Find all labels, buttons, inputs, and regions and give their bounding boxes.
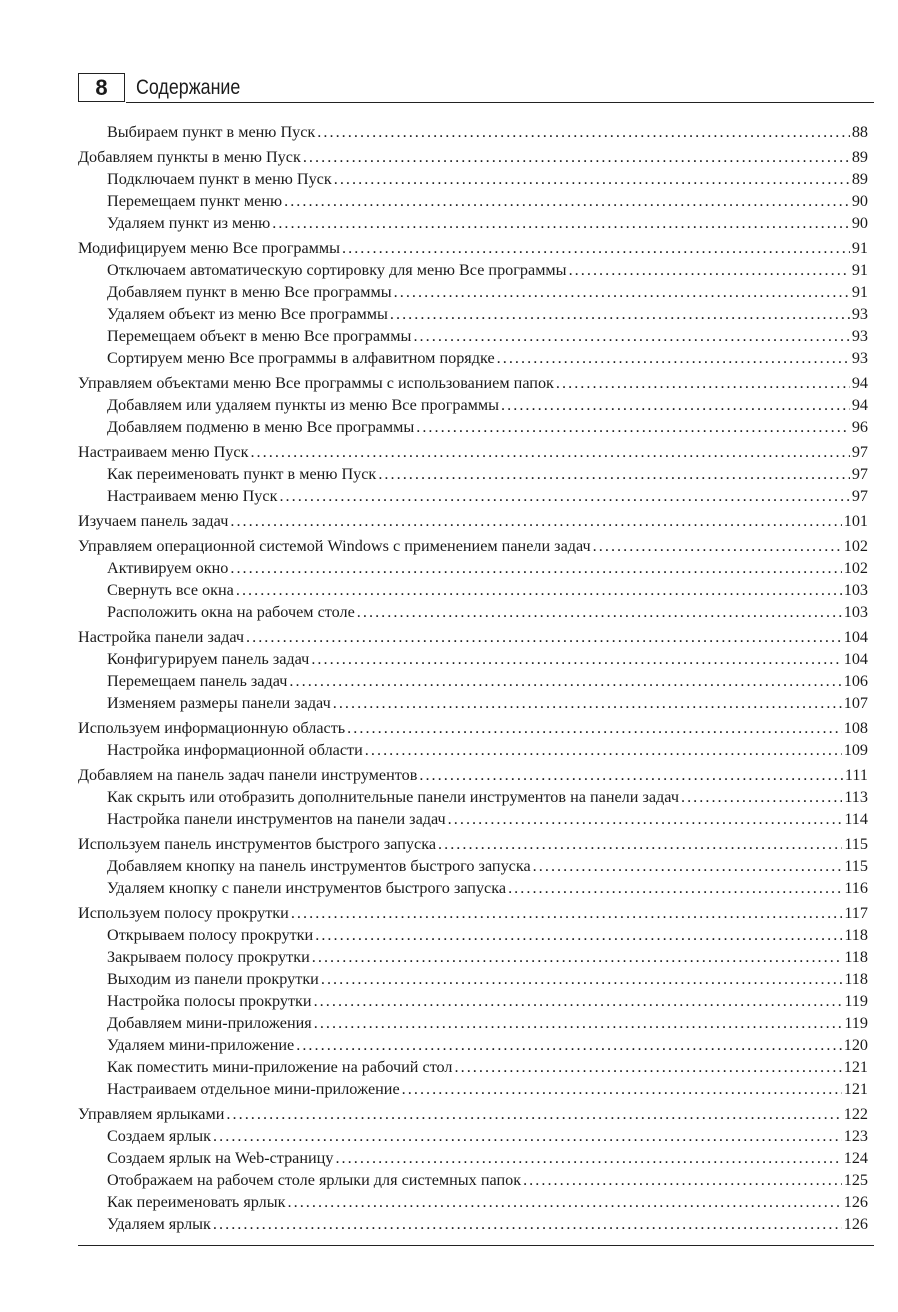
entry-page-number: 114 — [844, 810, 868, 828]
dot-leader — [501, 394, 850, 416]
toc-subsection-entry[interactable] — [78, 924, 868, 946]
entry-page-number: 116 — [844, 879, 868, 897]
entry-page-number: 91 — [851, 283, 868, 301]
entry-title: Изучаем панель задач — [78, 512, 229, 530]
entry-title: Перемещаем объект в меню Все программы — [107, 327, 412, 345]
dot-leader — [333, 692, 842, 714]
entry-page-number: 121 — [843, 1080, 868, 1098]
entry-title: Отображаем на рабочем столе ярлыки для системных папок — [107, 1171, 522, 1189]
header-rule — [126, 102, 874, 103]
dot-leader — [334, 168, 850, 190]
toc-subsection-entry[interactable] — [78, 1056, 868, 1078]
toc-section-entry[interactable] — [78, 510, 868, 532]
dot-leader — [402, 1078, 842, 1100]
entry-page-number: 118 — [844, 926, 868, 944]
dot-leader — [508, 877, 842, 899]
entry-title: Как переименовать пункт в меню Пуск — [107, 465, 377, 483]
toc-section-entry[interactable] — [78, 372, 868, 394]
dot-leader — [419, 764, 843, 786]
toc-subsection-entry[interactable] — [78, 1191, 868, 1213]
entry-page-number: 106 — [843, 672, 868, 690]
dot-leader — [213, 1125, 842, 1147]
entry-page-number: 102 — [843, 537, 868, 555]
entry-page-number: 123 — [843, 1127, 868, 1145]
entry-title: Удаляем пункт из меню — [107, 214, 271, 232]
entry-page-number: 119 — [844, 992, 868, 1010]
entry-title: Как поместить мини-приложение на рабочий стол — [107, 1058, 453, 1076]
entry-title: Настройка полосы прокрутки — [107, 992, 312, 1010]
entry-page-number: 104 — [843, 628, 868, 646]
entry-page-number: 115 — [844, 835, 868, 853]
toc-subsection-entry[interactable] — [78, 946, 868, 968]
dot-leader — [279, 485, 849, 507]
entry-title: Модифицируем меню Все программы — [78, 239, 341, 257]
entry-page-number: 91 — [851, 261, 868, 279]
dot-leader — [455, 1056, 842, 1078]
toc-subsection-entry[interactable] — [78, 121, 868, 143]
toc-section-entry[interactable] — [78, 237, 868, 259]
dot-leader — [272, 212, 850, 234]
entry-page-number: 108 — [843, 719, 868, 737]
toc-subsection-entry[interactable] — [78, 394, 868, 416]
dot-leader — [497, 347, 850, 369]
dot-leader — [312, 946, 843, 968]
entry-page-number: 94 — [851, 396, 868, 414]
toc-subsection-entry[interactable] — [78, 1078, 868, 1100]
dot-leader — [593, 535, 842, 557]
toc-section-entry[interactable] — [78, 833, 868, 855]
entry-title: Управляем объектами меню Все программы с использованием папок — [78, 374, 554, 392]
table-of-contents — [78, 121, 868, 1235]
entry-page-number: 90 — [851, 192, 868, 210]
toc-subsection-entry[interactable] — [78, 168, 868, 190]
toc-section-entry[interactable] — [78, 717, 868, 739]
toc-subsection-entry[interactable] — [78, 416, 868, 438]
entry-page-number: 97 — [851, 465, 868, 483]
entry-title: Как скрыть или отобразить дополнительные панели инструментов на панели задач — [107, 788, 679, 806]
entry-title: Выходим из панели прокрутки — [107, 970, 319, 988]
entry-title: Активируем окно — [107, 559, 229, 577]
entry-title: Сортируем меню Все программы в алфавитном порядке — [107, 349, 495, 367]
entry-title: Открываем полосу прокрутки — [107, 926, 314, 944]
entry-title: Используем панель инструментов быстрого запуска — [78, 835, 437, 853]
toc-subsection-entry[interactable] — [78, 1012, 868, 1034]
entry-title: Свернуть все окна — [107, 581, 234, 599]
dot-leader — [321, 968, 842, 990]
dot-leader — [250, 441, 849, 463]
dot-leader — [681, 786, 842, 808]
toc-section-entry[interactable] — [78, 902, 868, 924]
entry-page-number: 93 — [851, 327, 868, 345]
dot-leader — [226, 1103, 841, 1125]
entry-title: Закрываем полосу прокрутки — [107, 948, 310, 966]
entry-page-number: 93 — [851, 349, 868, 367]
toc-subsection-entry[interactable] — [78, 303, 868, 325]
toc-subsection-entry[interactable] — [78, 855, 868, 877]
entry-title: Добавляем пункты в меню Пуск — [78, 148, 301, 166]
entry-page-number: 126 — [843, 1215, 868, 1233]
entry-page-number: 97 — [851, 487, 868, 505]
entry-title: Настраиваем меню Пуск — [107, 487, 278, 505]
toc-subsection-entry[interactable] — [78, 601, 868, 623]
dot-leader — [246, 626, 842, 648]
toc-subsection-entry[interactable] — [78, 1169, 868, 1191]
dot-leader — [335, 1147, 841, 1169]
entry-title: Настройка информационной области — [107, 741, 363, 759]
toc-subsection-entry[interactable] — [78, 347, 868, 369]
entry-page-number: 101 — [843, 512, 868, 530]
entry-page-number: 121 — [843, 1058, 868, 1076]
dot-leader — [569, 259, 850, 281]
entry-page-number: 89 — [851, 148, 868, 166]
entry-title: Расположить окна на рабочем столе — [107, 603, 355, 621]
entry-title: Удаляем ярлык — [107, 1215, 211, 1233]
toc-subsection-entry[interactable] — [78, 190, 868, 212]
dot-leader — [303, 146, 850, 168]
page-number: 8 — [78, 73, 125, 102]
entry-title: Добавляем или удаляем пункты из меню Все программы — [107, 396, 500, 414]
entry-title: Добавляем пункт в меню Все программы — [107, 283, 392, 301]
dot-leader — [288, 1191, 842, 1213]
toc-subsection-entry[interactable] — [78, 579, 868, 601]
toc-section-entry[interactable] — [78, 535, 868, 557]
dot-leader — [533, 855, 843, 877]
entry-title: Выбираем пункт в меню Пуск — [107, 123, 316, 141]
dot-leader — [236, 579, 842, 601]
toc-subsection-entry[interactable] — [78, 739, 868, 761]
toc-subsection-entry[interactable] — [78, 1147, 868, 1169]
entry-title: Добавляем подменю в меню Все программы — [107, 418, 415, 436]
entry-page-number: 97 — [851, 443, 868, 461]
entry-page-number: 103 — [843, 603, 868, 621]
dot-leader — [317, 121, 850, 143]
dot-leader — [342, 237, 850, 259]
entry-page-number: 111 — [844, 766, 868, 784]
toc-subsection-entry[interactable] — [78, 463, 868, 485]
dot-leader — [296, 1034, 841, 1056]
entry-page-number: 89 — [851, 170, 868, 188]
toc-subsection-entry[interactable] — [78, 692, 868, 714]
entry-title: Изменяем размеры панели задач — [107, 694, 331, 712]
toc-subsection-entry[interactable] — [78, 648, 868, 670]
toc-subsection-entry[interactable] — [78, 325, 868, 347]
dot-leader — [315, 924, 842, 946]
toc-subsection-entry[interactable] — [78, 877, 868, 899]
entry-title: Используем полосу прокрутки — [78, 904, 289, 922]
entry-title: Удаляем объект из меню Все программы — [107, 305, 388, 323]
toc-subsection-entry[interactable] — [78, 281, 868, 303]
entry-title: Конфигурируем панель задач — [107, 650, 310, 668]
entry-page-number: 117 — [844, 904, 868, 922]
entry-page-number: 90 — [851, 214, 868, 232]
dot-leader — [413, 325, 849, 347]
entry-page-number: 126 — [843, 1193, 868, 1211]
footer-rule — [78, 1245, 874, 1246]
entry-page-number: 122 — [843, 1105, 868, 1123]
toc-subsection-entry[interactable] — [78, 259, 868, 281]
entry-page-number: 125 — [843, 1171, 868, 1189]
entry-page-number: 91 — [851, 239, 868, 257]
toc-subsection-entry[interactable] — [78, 1125, 868, 1147]
dot-leader — [523, 1169, 842, 1191]
entry-page-number: 120 — [843, 1036, 868, 1054]
entry-page-number: 113 — [844, 788, 868, 806]
dot-leader — [556, 372, 850, 394]
entry-title: Подключаем пункт в меню Пуск — [107, 170, 332, 188]
entry-title: Управляем операционной системой Windows с применением панели задач — [78, 537, 591, 555]
toc-subsection-entry[interactable] — [78, 670, 868, 692]
dot-leader — [314, 1012, 843, 1034]
dot-leader — [347, 717, 842, 739]
entry-page-number: 93 — [851, 305, 868, 323]
entry-page-number: 124 — [843, 1149, 868, 1167]
entry-title: Перемещаем пункт меню — [107, 192, 283, 210]
dot-leader — [378, 463, 850, 485]
dot-leader — [230, 510, 841, 532]
entry-page-number: 103 — [843, 581, 868, 599]
dot-leader — [357, 601, 842, 623]
entry-title: Удаляем мини-приложение — [107, 1036, 295, 1054]
toc-section-entry[interactable] — [78, 626, 868, 648]
entry-page-number: 102 — [843, 559, 868, 577]
entry-title: Настраиваем меню Пуск — [78, 443, 249, 461]
entry-page-number: 94 — [851, 374, 868, 392]
dot-leader — [230, 557, 841, 579]
dot-leader — [390, 303, 850, 325]
dot-leader — [394, 281, 850, 303]
toc-subsection-entry[interactable] — [78, 212, 868, 234]
entry-title: Удаляем кнопку с панели инструментов быстрого запуска — [107, 879, 507, 897]
entry-title: Настройка панели задач — [78, 628, 245, 646]
entry-page-number: 119 — [844, 1014, 868, 1032]
dot-leader — [311, 648, 841, 670]
running-header-title: Содержание — [136, 76, 241, 99]
toc-section-entry[interactable] — [78, 441, 868, 463]
entry-title: Добавляем мини-приложения — [107, 1014, 312, 1032]
dot-leader — [416, 416, 850, 438]
dot-leader — [284, 190, 850, 212]
toc-section-entry[interactable] — [78, 146, 868, 168]
entry-title: Перемещаем панель задач — [107, 672, 288, 690]
entry-title: Управляем ярлыками — [78, 1105, 225, 1123]
entry-page-number: 118 — [844, 970, 868, 988]
toc-subsection-entry[interactable] — [78, 1213, 868, 1235]
toc-subsection-entry[interactable] — [78, 990, 868, 1012]
entry-page-number: 118 — [844, 948, 868, 966]
entry-title: Настраиваем отдельное мини-приложение — [107, 1080, 400, 1098]
dot-leader — [291, 902, 843, 924]
dot-leader — [213, 1213, 842, 1235]
entry-page-number: 104 — [843, 650, 868, 668]
entry-page-number: 88 — [851, 123, 868, 141]
entry-page-number: 107 — [843, 694, 868, 712]
entry-title: Добавляем на панель задач панели инструментов — [78, 766, 418, 784]
entry-title: Отключаем автоматическую сортировку для меню Все программы — [107, 261, 567, 279]
dot-leader — [448, 808, 843, 830]
dot-leader — [289, 670, 841, 692]
toc-subsection-entry[interactable] — [78, 968, 868, 990]
toc-section-entry[interactable] — [78, 1103, 868, 1125]
dot-leader — [314, 990, 843, 1012]
entry-page-number: 115 — [844, 857, 868, 875]
entry-title: Добавляем кнопку на панель инструментов быстрого запуска — [107, 857, 531, 875]
entry-title: Как переименовать ярлык — [107, 1193, 286, 1211]
dot-leader — [438, 833, 842, 855]
toc-subsection-entry[interactable] — [78, 1034, 868, 1056]
entry-title: Настройка панели инструментов на панели задач — [107, 810, 446, 828]
dot-leader — [365, 739, 842, 761]
entry-page-number: 109 — [843, 741, 868, 759]
toc-section-entry[interactable] — [78, 764, 868, 786]
entry-title: Используем информационную область — [78, 719, 346, 737]
entry-title: Создаем ярлык — [107, 1127, 212, 1145]
toc-subsection-entry[interactable] — [78, 786, 868, 808]
toc-subsection-entry[interactable] — [78, 485, 868, 507]
toc-subsection-entry[interactable] — [78, 557, 868, 579]
toc-subsection-entry[interactable] — [78, 808, 868, 830]
entry-page-number: 96 — [851, 418, 868, 436]
entry-title: Создаем ярлык на Web-страницу — [107, 1149, 334, 1167]
